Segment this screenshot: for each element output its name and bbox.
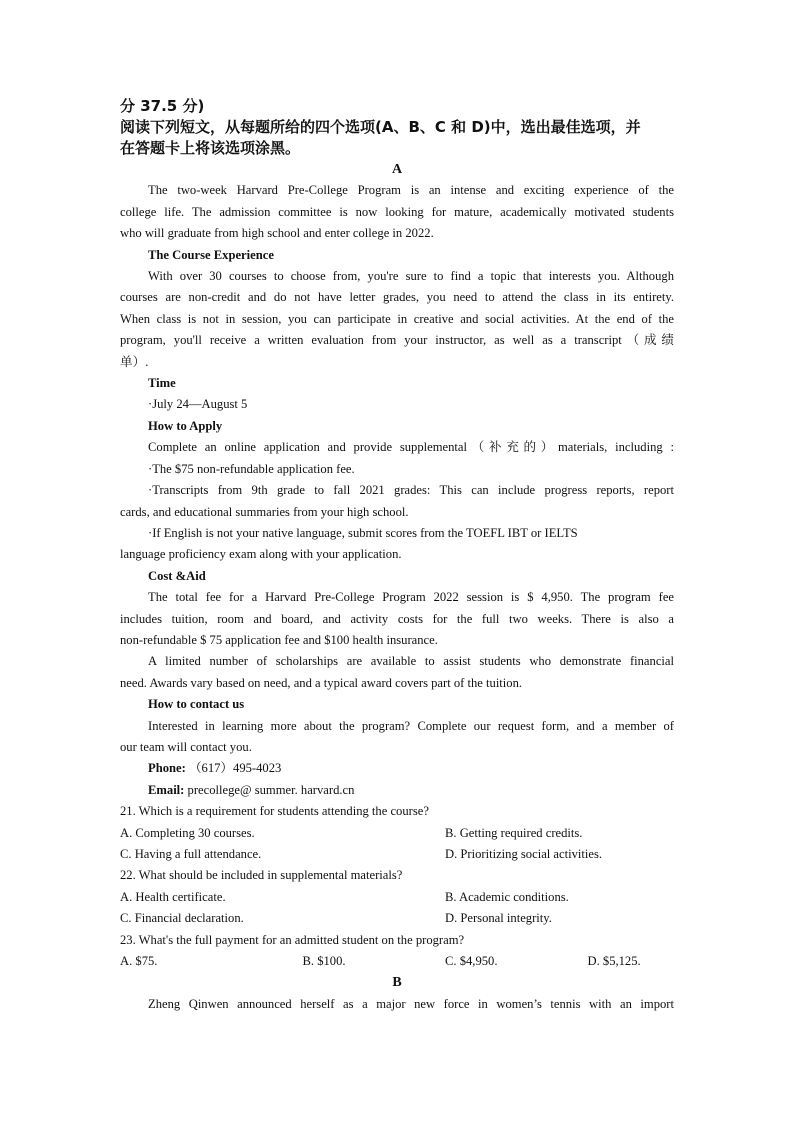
option-d: D. Prioritizing social activities. <box>445 847 603 861</box>
cost-line: The total fee for a Harvard Pre-College Program 2022 session is $ 4,950. The program fee <box>148 590 674 605</box>
passage-a-intro-line: college life. The admission committee is now looking for mature, academically motivated students <box>120 204 674 219</box>
apply-bullet: ·Transcripts from 9th grade to fall 2021 grades: This can include progress reports, report <box>148 483 674 498</box>
phone-value: （617）495-4023 <box>188 761 282 776</box>
option-row <box>120 887 674 908</box>
option-c: C. $4,950. <box>445 954 498 969</box>
phone-label: Phone: <box>148 761 186 776</box>
instruction-line-2: 在答题卡上将该选项涂黑。 <box>120 139 301 157</box>
cost-line: need. Awards vary based on need, and a typical award covers part of the tuition. <box>120 675 523 690</box>
option-b: B. $100. <box>302 954 346 969</box>
contact-line: Interested in learning more about the program? Complete our request form, and a member of <box>148 718 674 733</box>
option-b: B. Getting required credits. <box>445 825 583 840</box>
option-c: C. Having a full attendance. <box>120 847 262 861</box>
time-value: ·July 24—August 5 <box>148 397 248 412</box>
option-d: D. $5,125. <box>587 954 641 969</box>
course-line: courses are non-credit and do not have letter grades, you need to attend the class in its entirety. <box>120 290 674 305</box>
apply-bullet: ·If English is not your native language, submit scores from the TOEFL IBT or IELTS <box>148 525 578 540</box>
apply-bullet: ·The $75 non-refundable application fee. <box>148 461 355 476</box>
how-to-apply-heading: How to Apply <box>148 418 223 433</box>
cost-aid-heading: Cost &Aid <box>148 568 206 583</box>
course-line: program, you'll receive a written evaluation from your instructor, as well as a transcript（成绩 <box>120 333 674 348</box>
cost-line: A limited number of scholarships are available to assist students who demonstrate financial <box>148 654 674 669</box>
passage-a-letter: A <box>391 162 403 177</box>
email-value: precollege@ summer. harvard.cn <box>187 782 355 797</box>
course-experience-heading: The Course Experience <box>148 247 274 262</box>
option-d: D. Personal integrity. <box>445 911 552 926</box>
instruction-line-1: 阅读下列短文，从每题所给的四个选项(A、B、C 和 D)中，选出最佳选项，并 <box>120 118 641 136</box>
passage-b-line: Zheng Qinwen announced herself as a major new force in women’s tennis with an import <box>148 996 674 1011</box>
option-c: C. Financial declaration. <box>120 911 244 926</box>
section-score: 分 37.5 分) <box>120 97 205 115</box>
cost-line: includes tuition, room and board, and activity costs for the full two weeks. There is also a <box>120 611 674 626</box>
passage-a-intro-line: The two-week Harvard Pre-College Program is an intense and exciting experience of the <box>148 183 674 198</box>
course-line: With over 30 courses to choose from, you're sure to find a topic that interests you. Although <box>148 269 674 284</box>
option-row <box>120 823 674 844</box>
cost-line: non-refundable $ 75 application fee and $100 health insurance. <box>120 632 438 647</box>
option-a: A. Completing 30 courses. <box>120 825 255 840</box>
option-row <box>120 908 674 929</box>
time-heading: Time <box>148 376 176 391</box>
email-label: Email: <box>148 782 185 797</box>
option-a: A. Health certificate. <box>120 889 226 904</box>
question-stem: 23. What's the full payment for an admitted student on the program? <box>120 932 465 947</box>
apply-line: Complete an online application and provide supplemental（补充的）materials, including : <box>148 440 674 455</box>
exam-page <box>120 96 674 1015</box>
course-line: 单）. <box>120 354 149 369</box>
email-row <box>120 780 674 801</box>
option-b: B. Academic conditions. <box>445 889 569 904</box>
phone-row <box>120 758 674 779</box>
passage-a-intro-line: who will graduate from high school and enter college in 2022. <box>120 226 434 241</box>
option-a: A. $75. <box>120 954 158 969</box>
question-stem: 22. What should be included in supplemental materials? <box>120 868 403 883</box>
course-line: When class is not in session, you can participate in creative and social activities. At the end of the <box>120 311 674 326</box>
question-stem: 21. Which is a requirement for students attending the course? <box>120 804 429 819</box>
apply-line: cards, and educational summaries from your high school. <box>120 504 409 519</box>
apply-line: language proficiency exam along with your application. <box>120 547 402 562</box>
contact-line: our team will contact you. <box>120 739 252 754</box>
option-row <box>120 951 674 972</box>
contact-heading: How to contact us <box>148 697 245 712</box>
option-row <box>120 844 674 865</box>
passage-b-letter: B <box>392 975 402 991</box>
